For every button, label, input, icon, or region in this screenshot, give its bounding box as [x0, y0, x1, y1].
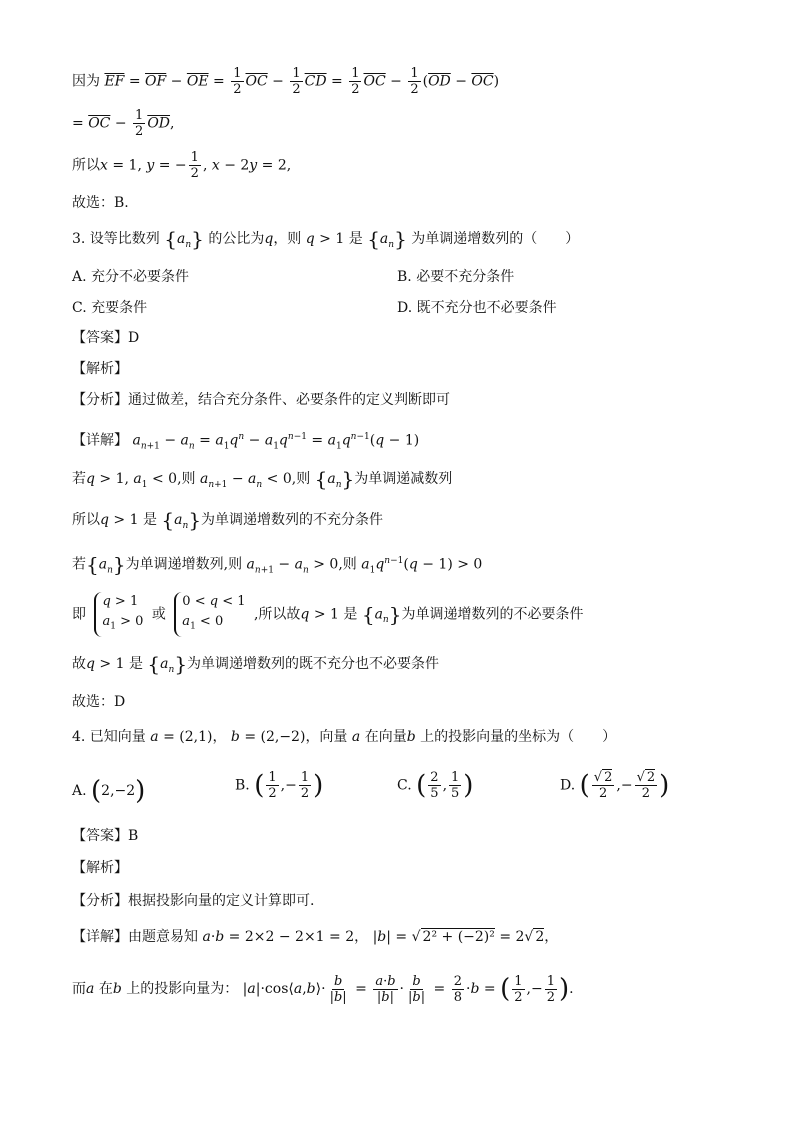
prev-line-4: [72, 193, 129, 213]
text: ,: [170, 115, 175, 132]
text: ,则: [291, 471, 311, 487]
text: 故选：: [72, 195, 114, 211]
q3-stem: 3. 设等比数列 $\{a_n\}$ 的公比为q，则 q > 1 是 $\{a_n\}$ 为单调递增数列的（ ）: [72, 227, 580, 251]
text: ，: [544, 929, 559, 945]
prev-line-1: 因为 $\overline{EF} = \overline{OF} - \overline{OE}$ = $\frac{1}{2}$ $\overline{OC}$ − $\frac{1}{2}$ $\overline{CD}$ = $\frac{1}{2}$ $\overline{OC}$ − $\frac{1}{2}$ $(\overline{OD} - \overline{OC})$: [72, 66, 500, 97]
text: 所以: [72, 157, 100, 174]
text: A.: [72, 783, 87, 799]
q3-option-b: B. 必要不充分条件: [397, 269, 515, 285]
text: 为单调递增数列的不必要条件: [401, 606, 584, 623]
text: B.: [114, 195, 129, 211]
text: 为单调递减数列: [354, 471, 453, 487]
text: 或: [151, 606, 166, 623]
q4-detail-2: 而a 在b 上的投影向量为： |a|·cos⟨a,b⟩· $\frac{b}{|b|}$ = $\frac{a\cdot b}{|b|}$ · $\frac{b}{|b|}$ = $\frac{2}{8}$ ·b = ( $\frac{1}{2}$ ,− $\frac{1}{2}$ ).: [72, 973, 574, 1005]
text: 为单调递增数列的（ ）: [411, 231, 580, 247]
text: .: [569, 981, 574, 997]
q3-choose: 故选：D: [72, 694, 126, 710]
text: 是: [142, 512, 157, 528]
q4-option-a: A. (2,−2): [72, 776, 146, 806]
text: ，向量: [305, 729, 348, 745]
text: 在向量: [364, 729, 407, 745]
q3-detail-1: 【详解】 $a_{n+1} - a_n = a_1q^n - a_1q^{n-1} = a_1q^{n-1}(q - 1)$: [72, 432, 420, 452]
q3-answer: 【答案】D: [72, 330, 140, 346]
q4-stem: 4. 已知向量 a = (2,1)， b = (2,−2)，向量 a 在向量b 上的投影向量的坐标为（ ）: [72, 729, 617, 745]
q3-detail-6: 故q > 1 是 $\{a_n\}$为单调递增数列的既不充分也不必要条件: [72, 652, 440, 676]
text: B.: [235, 777, 250, 794]
q4-detail-1: 【详解】由题意易知 a·b = 2×2 − 2×1 = 2， |b| = √ 2² + (−2)² = 2√ 2，: [72, 929, 559, 945]
text: 是: [128, 656, 143, 672]
text: 而: [72, 981, 86, 997]
text: D.: [560, 777, 576, 794]
text: 上的投影向量为：: [126, 981, 239, 997]
text: 为单调递增数列,则: [125, 556, 243, 573]
text: 是: [343, 606, 358, 623]
text: ,则: [338, 556, 357, 573]
text: 是: [348, 231, 363, 247]
q3-option-a: A. 充分不必要条件: [72, 269, 190, 285]
text: ，: [354, 929, 369, 945]
text: ，: [212, 729, 227, 745]
text: C.: [397, 777, 412, 794]
text: 【详解】由题意易知: [72, 929, 198, 945]
q4-option-d: D. ( $\frac{√ 2}{2}$ ,− $\frac{√ 2}{2}$ ): [560, 770, 670, 801]
q3-detail-5: 即 q > 1 $a_1 > 0$ 或 0 < q < 1 $a_1 < 0$ ,所以故q > 1 是 $\{a_n\}$为单调递增数列的不必要条件: [72, 592, 583, 640]
q3-detail-3: 所以q > 1 是 $\{a_n\}$为单调递增数列的不充分条件: [72, 508, 384, 532]
text: 【详解】: [72, 432, 128, 449]
text: 即: [72, 606, 86, 623]
text: 上的投影向量的坐标为（ ）: [420, 729, 617, 745]
q3-analysis-head: 【解析】: [72, 361, 128, 377]
q4-option-c: C. ( $\frac{2}{5}$ , $\frac{1}{5}$ ): [397, 770, 474, 801]
q3-detail-2: 若q > 1, $a_1 < 0$,则 $a_{n+1} - a_n < 0$,则 $\{a_n\}$为单调递减数列: [72, 467, 453, 491]
text: 的公比为: [208, 231, 265, 247]
text: 4. 已知向量: [72, 729, 146, 745]
text: 故: [72, 656, 86, 672]
text: 若: [72, 556, 86, 573]
q3-analysis: 【分析】通过做差，结合充分条件、必要条件的定义判断即可: [72, 392, 450, 408]
q3-option-d: D. 既不充分也不必要条件: [397, 300, 557, 316]
q3-detail-4: 若$\{a_n\}$为单调递增数列,则 $a_{n+1} - a_n > 0$,则 $a_1q^{n-1}(q - 1) > 0$: [72, 552, 483, 577]
text: 因为: [72, 73, 100, 90]
text: ,则: [177, 471, 196, 487]
prev-line-2: = $\overline{OC}$ − $\frac{1}{2}$ $\overline{OD}$,: [72, 108, 175, 139]
text: ，则: [273, 231, 302, 247]
text: ,所以故: [253, 606, 301, 623]
text: 3. 设等比数列: [72, 231, 160, 247]
text: 为单调递增数列的既不充分也不必要条件: [187, 656, 440, 672]
text: 若: [72, 471, 86, 487]
text: 所以: [72, 512, 100, 528]
q3-option-c: C. 充要条件: [72, 300, 148, 316]
q4-option-b: B. ( $\frac{1}{2}$ ,− $\frac{1}{2}$ ): [235, 770, 324, 801]
text: 为单调递增数列的不充分条件: [201, 512, 384, 528]
q4-answer: 【答案】B: [72, 828, 139, 844]
text: 在: [98, 981, 113, 997]
q4-analysis: 【分析】根据投影向量的定义计算即可.: [72, 893, 315, 909]
prev-line-3: 所以x = 1, y = − $\frac{1}{2}$ , x − 2y = 2,: [72, 150, 292, 181]
q4-analysis-head: 【解析】: [72, 860, 128, 876]
